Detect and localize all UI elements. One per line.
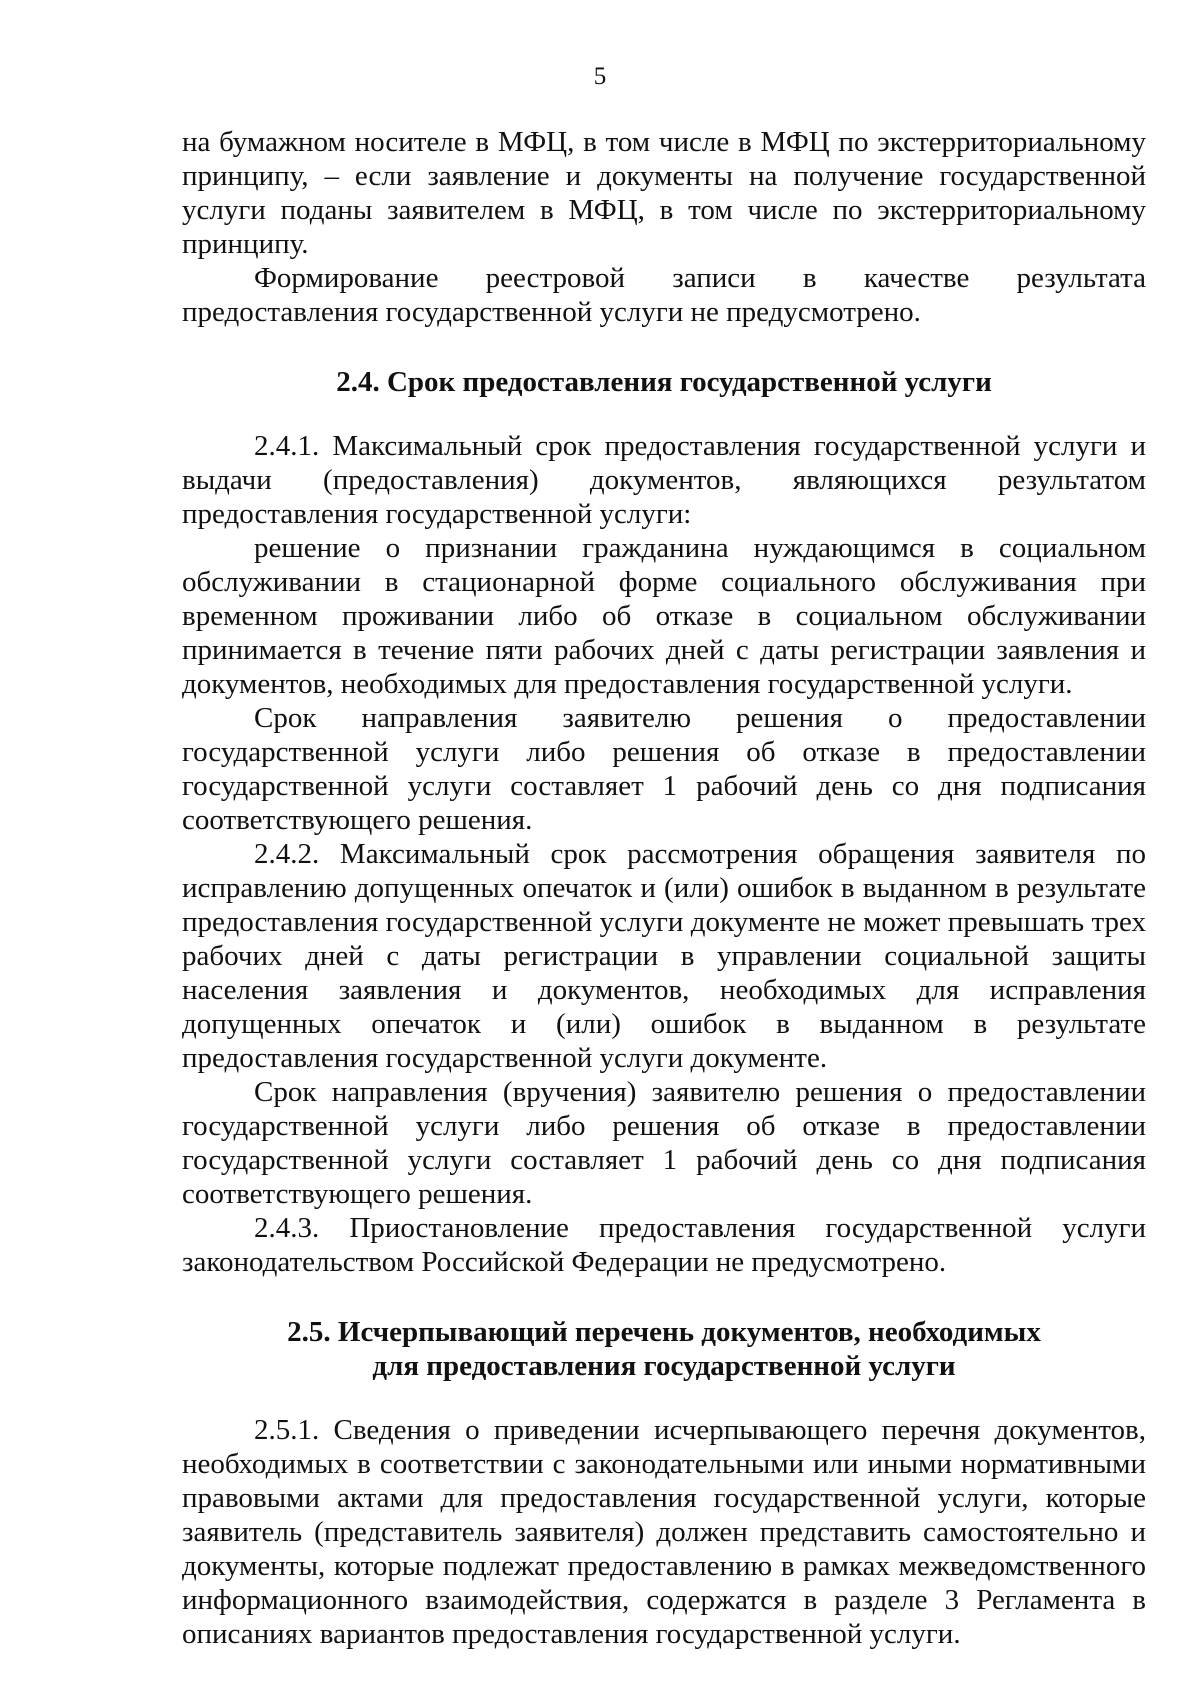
paragraph-2-4-1-notice-term: Срок направления заявителю решения о предоставлении государственной услуги либо решения об отказе в предоставлении государственной услуги составляет 1 рабочий день со дня подписания соответствующего решения. bbox=[182, 702, 1146, 836]
section-heading-2-5-line1: 2.5. Исчерпывающий перечень документов, необходимых bbox=[287, 1316, 1041, 1348]
paragraph-2-5-1: 2.5.1. Сведения о приведении исчерпывающего перечня документов, необходимых в соответствии с законодательными или иными нормативными правовыми актами для предоставления государственной услуги, которые заявитель (представитель заявителя) должен представить самостоятельно и документы, которые подлежат предоставлению в рамках межведомственного информационного взаимодействия, содержатся в разделе 3 Регламента в описаниях вариантов предоставления государственной услуги. bbox=[182, 1414, 1146, 1650]
document-body bbox=[182, 125, 1146, 1651]
section-heading-2-4: 2.4. Срок предоставления государственной услуги bbox=[336, 366, 992, 398]
paragraph-2-4-2: 2.4.2. Максимальный срок рассмотрения обращения заявителя по исправлению допущенных опечаток и (или) ошибок в выданном в результате предоставления государственной услуги документе не может превышать трех рабочих дней с даты регистрации в управлении социальной защиты населения заявления и документов, необходимых для исправления допущенных опечаток и (или) ошибок в выданном в результате предоставления государственной услуги документе. bbox=[182, 838, 1146, 1074]
paragraph-2-4-3: 2.4.3. Приостановление предоставления государственной услуги законодательством Российской Федерации не предусмотрено. bbox=[182, 1212, 1146, 1278]
paragraph-2-4-2-notice-term: Срок направления (вручения) заявителю решения о предоставлении государственной услуги либо решения об отказе в предоставлении государственной услуги составляет 1 рабочий день со дня подписания соответствующего решения. bbox=[182, 1076, 1146, 1210]
section-heading-2-5-line2: для предоставления государственной услуги bbox=[372, 1350, 956, 1382]
page-number: 5 bbox=[593, 63, 607, 90]
paragraph-mfc-delivery: на бумажном носителе в МФЦ, в том числе в МФЦ по экстерриториальному принципу, – если заявление и документы на получение государственной услуги поданы заявителем в МФЦ, в том числе по экстерриториальному принципу. bbox=[182, 126, 1146, 260]
paragraph-registry-record: Формирование реестровой записи в качестве результата предоставления государственной услуги не предусмотрено. bbox=[182, 262, 1146, 328]
paragraph-2-4-1: 2.4.1. Максимальный срок предоставления государственной услуги и выдачи (предоставления) документов, являющихся результатом предоставления государственной услуги: bbox=[182, 430, 1146, 530]
section-heading-2-5 bbox=[182, 1315, 1146, 1383]
paragraph-2-4-1-decision: решение о признании гражданина нуждающимся в социальном обслуживании в стационарной форме социального обслуживания при временном проживании либо об отказе в социальном обслуживании принимается в течение пяти рабочих дней с даты регистрации заявления и документов, необходимых для предоставления государственной услуги. bbox=[182, 532, 1146, 700]
